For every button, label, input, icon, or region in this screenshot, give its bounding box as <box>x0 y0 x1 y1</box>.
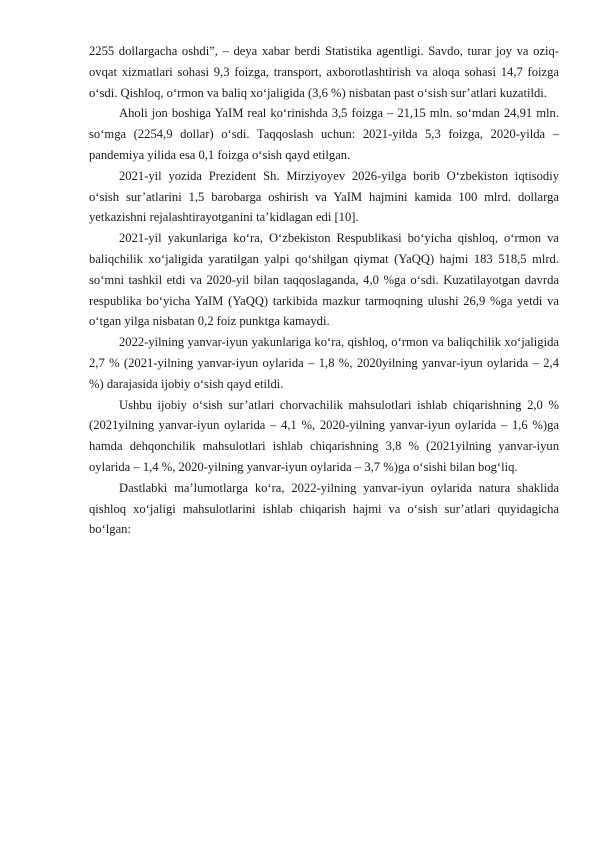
paragraph-agriculture-2022: 2022-yilning yanvar-iyun yakunlariga ko‘ra, qishloq, o‘rmon va baliqchilik xo‘jaligida 2,7 % (2021-yilning yanvar-iyun oylarida – 1,8 %, 2020yilning yanvar-iyun oylarida – 2,4 %) darajasida ijobiy o‘sish qayd etildi. <box>89 335 559 391</box>
paragraph-president-plan: 2021-yil yozida Prezident Sh. Mirziyoyev 2026-yilga borib O‘zbekiston iqtisodiy o‘sish sur’atlarini 1,5 barobarga oshirish va YaIM hajmini kamida 100 mlrd. dollarga yetkazishni rejalashtirayotganini ta’kidlagan edi [10]. <box>89 168 559 225</box>
body-text <box>89 41 559 540</box>
paragraph-growth-reasons: Ushbu ijobiy o‘sish sur’atlari chorvachilik mahsulotlari ishlab chiqarishning 2,0 % (2021yilning yanvar-iyun oylarida – 4,1 %, 2020-yilning yanvar-iyun oylarida – 1,6 %)ga hamda dehqonchilik mahsulotlari ishlab chiqarishning 3,8 % (2021yilning yanvar-iyun oylarida – 1,4 %, 2020-yilning yanvar-iyun oylarida – 3,7 %)ga o‘sishi bilan bog‘liq. <box>89 397 559 474</box>
paragraph-continuation: 2255 dollargacha oshdi”, – deya xabar berdi Statistika agentligi. Savdo, turar joy va oziq-ovqat xizmatlari sohasi 9,3 foizga, transport, axborotlashtirish va aloqa sohasi 14,7 foizga o‘sdi. Qishloq, o‘rmon va baliq xo‘jaligida (3,6 %) nisbatan past o‘sish sur’atlari kuzatildi. <box>89 44 559 100</box>
paragraph-preliminary-data: Dastlabki ma’lumotlarga ko‘ra, 2022-yilning yanvar-iyun oylarida natura shaklida qishloq xo‘jaligi mahsulotlarini ishlab chiqarish hajmi va o‘sish sur’atlari quyidagicha bo‘lgan: <box>89 480 559 537</box>
paragraph-gdp-per-capita: Aholi jon boshiga YaIM real ko‘rinishda 3,5 foizga – 21,15 mln. so‘mdan 24,91 mln. so‘mga (2254,9 dollar) o‘sdi. Taqqoslash uchun: 2021-yilda 5,3 foizga, 2020-yilda – pandemiya yilida esa 0,1 foizga o‘sish qayd etilgan. <box>89 106 559 162</box>
paragraph-agriculture-2021: 2021-yil yakunlariga ko‘ra, O‘zbekiston Respublikasi bo‘yicha qishloq, o‘rmon va baliqchilik xo‘jaligida yaratilgan yalpi qo‘shilgan qiymat (YaQQ) hajmi 183 518,5 mlrd. so‘mni tashkil etdi va 2020-yil bilan taqqoslaganda, 4,0 %ga o‘sdi. Kuzatilayotgan davrda respublika bo‘yicha YaIM (YaQQ) tarkibida mazkur tarmoqning ulushi 26,9 %ga yetdi va o‘tgan yilga nisbatan 0,2 foiz punktga kamaydi. <box>89 231 559 329</box>
